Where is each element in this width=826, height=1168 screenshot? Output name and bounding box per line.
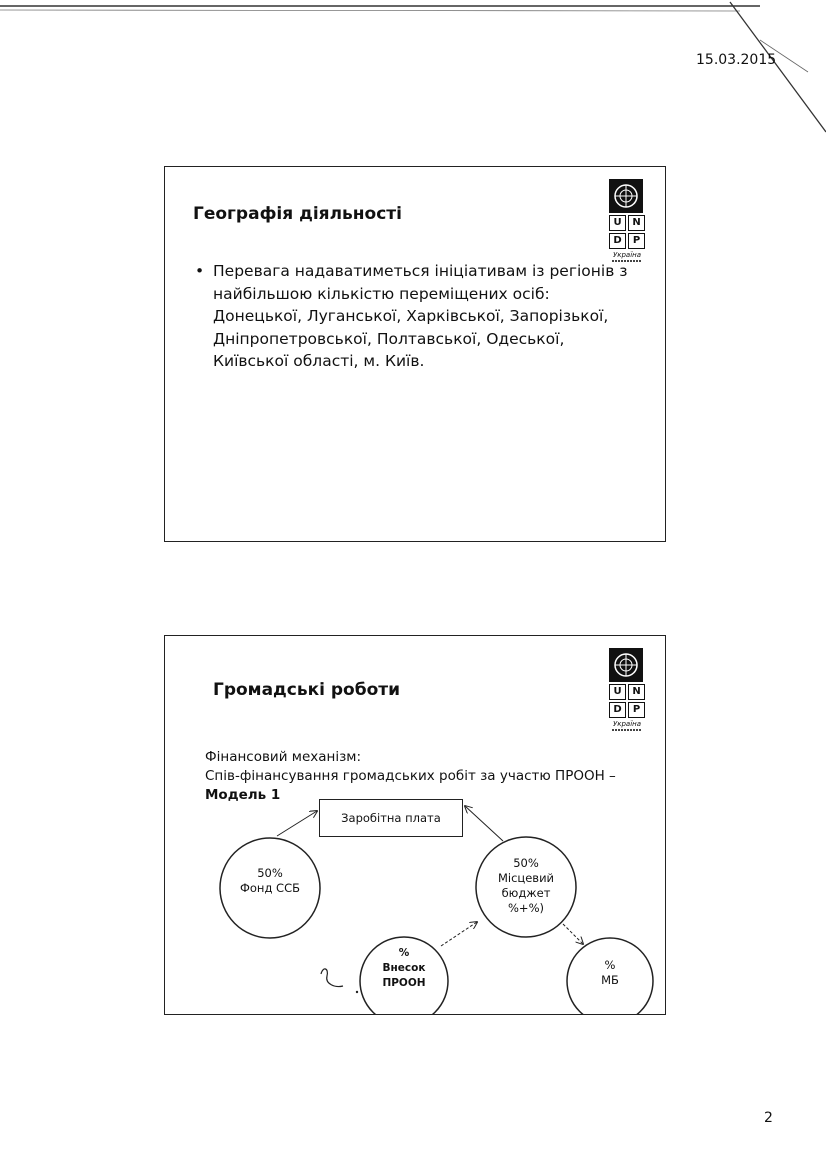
fund-percent: 50% xyxy=(257,866,283,880)
mb-percent: % xyxy=(604,958,616,972)
logo-letter: P xyxy=(628,233,645,249)
scan-edge-lines xyxy=(0,0,826,140)
logo-letter: D xyxy=(609,233,626,249)
logo-letter: U xyxy=(609,684,626,700)
logo-country: Україна xyxy=(612,251,642,259)
local-name-2: бюджет xyxy=(501,886,551,900)
bullet-list xyxy=(195,260,643,373)
arrow-fund-to-salary xyxy=(277,811,317,836)
mb-name: МБ xyxy=(601,973,619,987)
page-number: 2 xyxy=(764,1110,773,1126)
pen-dot xyxy=(356,991,358,993)
intro-line: Фінансовий механізм: xyxy=(205,749,362,765)
slide-geography xyxy=(164,166,666,542)
arrow-local-to-salary xyxy=(465,806,503,841)
fund-name: Фонд ССБ xyxy=(239,881,300,895)
mb-label xyxy=(570,958,650,988)
arrow-undp-to-local xyxy=(441,922,477,946)
logo-country: Україна xyxy=(612,720,642,728)
slide-public-works xyxy=(164,635,666,1015)
intro-line: Спів-фінансування громадських робіт за участю ПРООН – xyxy=(205,768,616,784)
salary-box: Заробітна плата xyxy=(319,799,463,837)
handwritten-mark xyxy=(321,969,343,987)
local-formula: %+%) xyxy=(508,901,544,915)
slide-title: Громадські роботи xyxy=(213,680,401,700)
bullet-item: • Перевага надаватиметься ініціативам із регіонів з найбільшою кількістю переміщених осіб: Донецької, Луганської, Харківської, Запорізької, Дніпропетровської, Полтавської, Одеської, Київської області, м. Київ. xyxy=(195,260,643,373)
undp-percent: % xyxy=(398,947,410,959)
arrow-local-to-mb xyxy=(563,924,583,944)
logo-letter: N xyxy=(628,215,645,231)
local-budget-label xyxy=(481,856,571,916)
logo-letter: U xyxy=(609,215,626,231)
local-percent: 50% xyxy=(513,856,539,870)
un-emblem-icon xyxy=(609,179,643,213)
slide-title: Географія діяльності xyxy=(193,204,402,224)
undp-contribution-label xyxy=(364,946,444,991)
logo-letter: N xyxy=(628,684,645,700)
print-date: 15.03.2015 xyxy=(696,52,777,68)
logo-letter: D xyxy=(609,702,626,718)
model-label: Модель 1 xyxy=(205,787,281,803)
undp-name-2: ПРООН xyxy=(382,977,426,989)
local-name-1: Місцевий xyxy=(497,871,555,885)
undp-logo xyxy=(609,179,645,262)
fund-label xyxy=(225,866,315,896)
undp-name-1: Внесок xyxy=(382,962,426,974)
logo-letter: P xyxy=(628,702,645,718)
